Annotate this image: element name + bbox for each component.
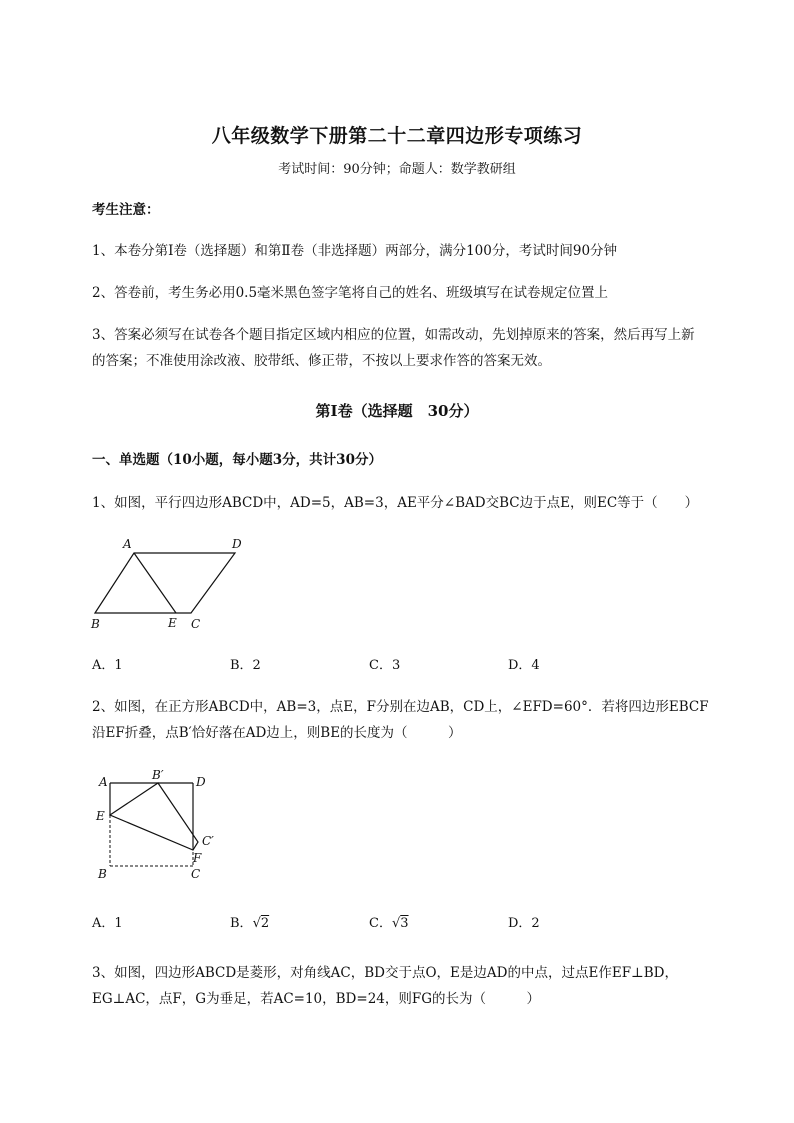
question-2-option-c — [369, 914, 409, 934]
question-2-stem-line2: 沿EF折叠，点B′恰好落在AD边上，则BE的长度为（ ） — [92, 725, 462, 741]
section-title: 第I卷（选择题 30分） — [315, 402, 479, 420]
question-1-option-a: A．1 — [92, 658, 123, 673]
label-c: C — [191, 867, 201, 881]
question-1-figure — [85, 533, 255, 633]
label-a: A — [99, 775, 108, 789]
question-3-stem-line2: EG⊥AC，点F，G为垂足，若AC=10，BD=24，则FG的长为（ ） — [92, 991, 541, 1007]
question-1-option-c: C．3 — [369, 658, 401, 673]
folded-quadrilateral — [110, 783, 198, 850]
parallelogram-abcd — [95, 553, 235, 613]
notice-item-2: 2、答卷前，考生务必用0.5毫米黑色签字笔将自己的姓名、班级填写在试卷规定位置上 — [92, 285, 609, 301]
option-b-label: B． — [230, 916, 253, 931]
question-2-option-d: D．2 — [508, 916, 540, 931]
label-a: A — [123, 537, 132, 551]
label-c: C — [191, 617, 201, 631]
label-f: F — [193, 851, 202, 865]
label-e: E — [96, 809, 105, 823]
question-2-option-b — [230, 914, 269, 934]
question-1-stem: 1、如图，平行四边形ABCD中，AD=5，AB=3，AE平分∠BAD交BC边于点E，则EC等于（ ） — [92, 495, 699, 511]
notice-item-3: 3、答案必须写在试卷各个题目指定区域内相应的位置，如需改动，先划掉原来的答案，然后再写上新 — [92, 327, 695, 343]
label-c-prime: C′ — [202, 834, 214, 848]
label-b-prime: B′ — [152, 768, 164, 782]
question-1-option-d: D．4 — [508, 658, 540, 673]
question-3-stem-line1: 3、如图，四边形ABCD是菱形，对角线AC，BD交于点O，E是边AD的中点，过点E作EF⊥BD， — [92, 965, 678, 981]
exam-subtitle: 考试时间：90分钟；命题人：数学教研组 — [278, 162, 516, 177]
label-e: E — [168, 616, 177, 630]
label-b: B — [91, 617, 100, 631]
label-d: D — [232, 537, 242, 551]
question-2-figure — [92, 765, 232, 885]
segment-ae — [134, 553, 176, 613]
sqrt-icon: √ — [391, 916, 401, 931]
radicand-3: 3 — [400, 916, 409, 931]
question-1-option-b: B．2 — [230, 658, 261, 673]
part-heading: 一、单选题（10小题，每小题3分，共计30分） — [92, 452, 382, 468]
question-2-stem-line1: 2、如图，在正方形ABCD中，AB=3，点E，F分别在边AB，CD上，∠EFD=60°．若将四边形EBCF — [92, 699, 709, 715]
sqrt-icon: √ — [252, 916, 261, 931]
notice-heading: 考生注意： — [92, 202, 160, 218]
option-c-label: C． — [369, 916, 392, 931]
notice-item-1: 1、本卷分第I卷（选择题）和第Ⅱ卷（非选择题）两部分，满分100分，考试时间90分钟 — [92, 243, 618, 259]
notice-item-3-cont: 的答案；不准使用涂改液、胶带纸、修正带，不按以上要求作答的答案无效。 — [92, 353, 551, 369]
question-2-option-a: A．1 — [92, 916, 123, 931]
label-b: B — [98, 867, 107, 881]
label-d: D — [196, 775, 206, 789]
radicand-2: 2 — [260, 916, 270, 931]
exam-title: 八年级数学下册第二十二章四边形专项练习 — [211, 125, 583, 147]
